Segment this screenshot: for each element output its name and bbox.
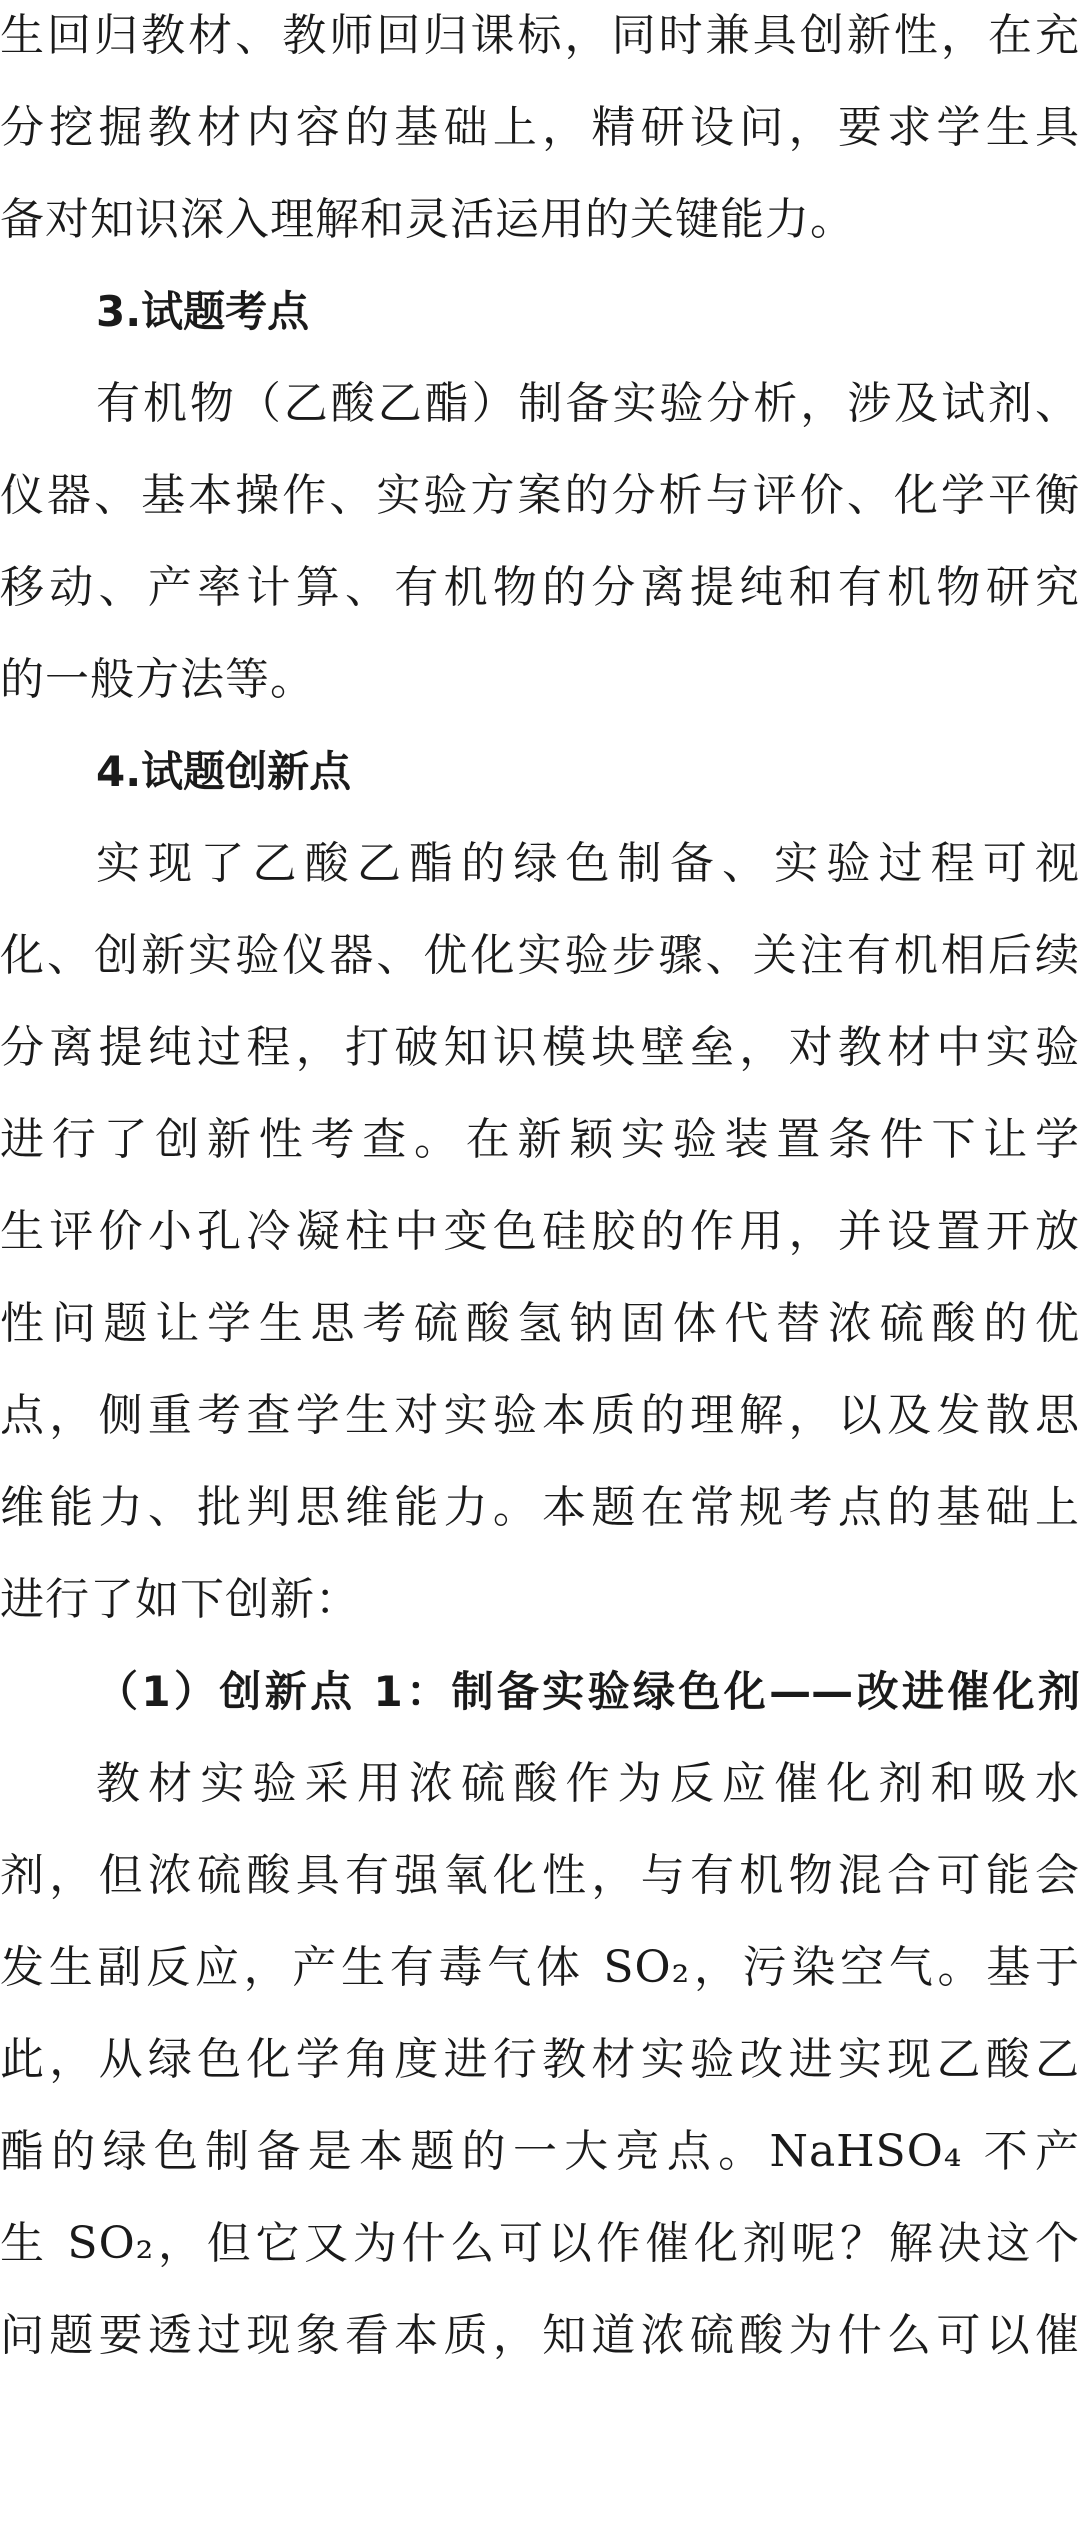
body-line: 性问题让学生思考硫酸氢钠固体代替浓硫酸的优 xyxy=(0,1298,1080,1349)
body-line: 酯的绿色制备是本题的一大亮点。NaHSO₄ 不产 xyxy=(0,2126,1080,2177)
body-line: 的一般方法等。 xyxy=(0,654,315,705)
body-line: 分离提纯过程，打破知识模块壁垒，对教材中实验 xyxy=(0,1022,1080,1073)
body-line: 生评价小孔冷凝柱中变色硅胶的作用，并设置开放 xyxy=(0,1206,1080,1257)
body-line: 有机物（乙酸乙酯）制备实验分析，涉及试剂、 xyxy=(96,378,1080,429)
body-line: 剂，但浓硫酸具有强氧化性，与有机物混合可能会 xyxy=(0,1850,1080,1901)
section-heading: 4.试题创新点 xyxy=(96,747,352,796)
body-line: 生回归教材、教师回归课标，同时兼具创新性，在充 xyxy=(0,10,1080,61)
subsection-heading: （1）创新点 1：制备实验绿色化——改进催化剂 xyxy=(96,1667,1080,1716)
body-line: 仪器、基本操作、实验方案的分析与评价、化学平衡 xyxy=(0,470,1080,521)
body-line: 问题要透过现象看本质，知道浓硫酸为什么可以催 xyxy=(0,2310,1080,2361)
body-line: 移动、产率计算、有机物的分离提纯和有机物研究 xyxy=(0,562,1080,613)
body-line: 进行了创新性考查。在新颖实验装置条件下让学 xyxy=(0,1114,1080,1165)
body-line: 进行了如下创新： xyxy=(0,1574,360,1625)
body-line: 化、创新实验仪器、优化实验步骤、关注有机相后续 xyxy=(0,930,1080,981)
body-line: 实现了乙酸乙酯的绿色制备、实验过程可视 xyxy=(96,838,1080,889)
body-line: 点，侧重考查学生对实验本质的理解，以及发散思 xyxy=(0,1390,1080,1441)
body-line: 发生副反应，产生有毒气体 SO₂，污染空气。基于 xyxy=(0,1942,1080,1993)
body-line: 备对知识深入理解和灵活运用的关键能力。 xyxy=(0,194,855,245)
section-heading: 3.试题考点 xyxy=(96,287,310,336)
body-line: 生 SO₂，但它又为什么可以作催化剂呢？解决这个 xyxy=(0,2218,1080,2269)
body-line: 维能力、批判思维能力。本题在常规考点的基础上 xyxy=(0,1482,1080,1533)
body-line: 分挖掘教材内容的基础上，精研设问，要求学生具 xyxy=(0,102,1080,153)
body-line: 教材实验采用浓硫酸作为反应催化剂和吸水 xyxy=(96,1758,1080,1809)
body-line: 此，从绿色化学角度进行教材实验改进实现乙酸乙 xyxy=(0,2034,1080,2085)
